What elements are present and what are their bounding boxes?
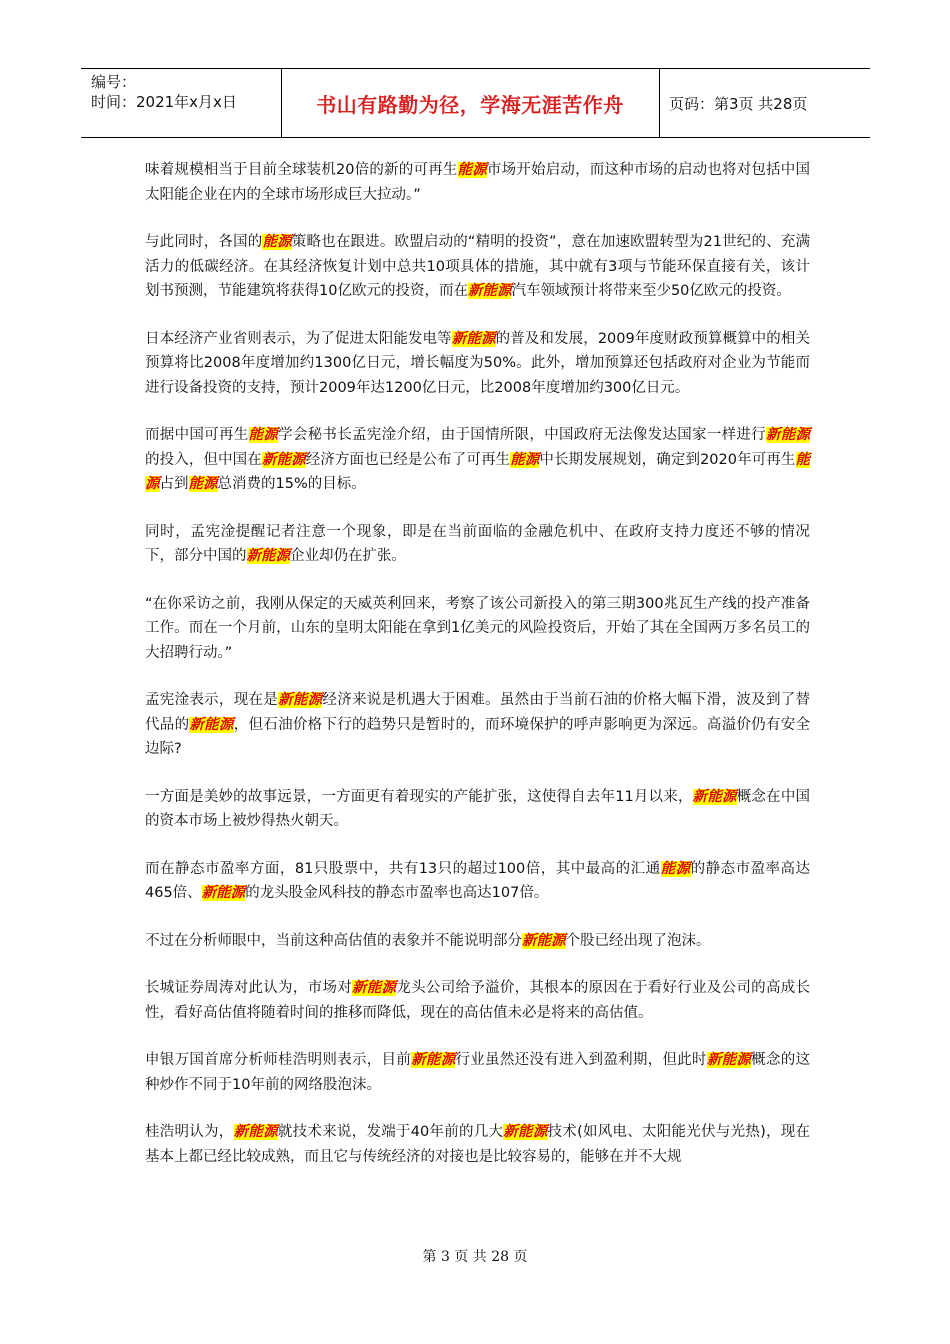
keyword-highlight: 能源: [457, 162, 487, 178]
body-paragraph: [145, 520, 810, 569]
paragraph-text: 经济方面也已经是公布了可再生: [305, 451, 511, 468]
paragraph-text: 就技术来说，发端于40年前的几大: [277, 1124, 504, 1140]
paragraph-text: 桂浩明认为，: [145, 1124, 234, 1140]
paragraph-text: 与此同时，各国的: [145, 234, 263, 250]
document-date-label: 时间：2021年x月x日: [91, 93, 237, 111]
keyword-highlight: 新能源: [233, 1124, 278, 1140]
paragraph-text: 同时，孟宪淦提醒记者注意一个现象，即是在当前面临的金融危机中、在政府支持力度还不够的情况下，部分中国的: [145, 523, 810, 564]
body-paragraph: [145, 929, 810, 954]
paragraph-text: 个股已经出现了泡沫。: [565, 932, 711, 949]
paragraph-text: 长城证券周涛对此认为，市场对: [145, 980, 352, 996]
paragraph-text: 龙头公司给予溢价，其根本的原因在于看好行业及公司的高成长性，看好高估值将随着时间的推移而降低，现在的高估值未必是将来的高估值。: [145, 980, 811, 1021]
paragraph-text: 不过在分析师眼中，当前这种高估值的表象并不能说明部分: [145, 932, 522, 949]
keyword-highlight: 新能源: [411, 1052, 456, 1068]
paragraph-text: 而据中国可再生: [145, 427, 249, 443]
header-info-cell: [81, 69, 282, 137]
keyword-highlight: 新能源: [246, 548, 290, 564]
paragraph-text: 的龙头股金风科技的静态市盈率也高达107倍。: [245, 885, 549, 901]
paragraph-text: 策略也在跟进。欧盟启动的“精明的投资”，意在加速欧盟转型为21世纪的、充满活力的低碳经济。在其经济恢复计划中总共10项具体的措施，其中就有3项与节能环保直接有关，该计划书预测，节能建筑将获得10亿欧元的投资，而在: [145, 234, 811, 299]
keyword-highlight: 能源: [660, 860, 691, 877]
body-paragraph: [145, 592, 810, 666]
keyword-highlight: 能源: [248, 427, 279, 443]
paragraph-text: 味着规模相当于目前全球装机20倍的新的可再生: [145, 162, 458, 178]
paragraph-text: 的普及和发展，2009年度财政预算概算中的相关预算将比2008年度增加约1300亿日元，增长幅度为50%。此外，增加预算还包括政府对企业为节能而进行设备投资的支持，预计2009年达1200亿日元，比2008年度增加约300亿日元。: [145, 330, 811, 396]
body-paragraph: [145, 688, 810, 762]
header-motto: 书山有路勤为径，学海无涯苦作舟: [316, 93, 624, 117]
body-paragraph: [145, 158, 810, 207]
keyword-highlight: 能源: [262, 234, 292, 250]
page-footer: 第 3 页 共 28 页: [422, 1249, 528, 1265]
keyword-highlight: 新能源: [522, 932, 566, 949]
paragraph-text: 汽车领域预计将带来至少50亿欧元的投资。: [511, 283, 791, 299]
header-motto-cell: [281, 69, 660, 137]
paragraph-text: 经济来说是机遇大于困难。虽然由于当前石油的价格大幅下滑，波及到了替代品的: [145, 692, 811, 733]
body-paragraph: [145, 423, 810, 497]
body-paragraph: [145, 976, 810, 1025]
keyword-highlight: 新能源: [765, 427, 811, 443]
page-header: [81, 68, 870, 138]
paragraph-text: 概念的这种炒作不同于10年前的网络股泡沫。: [145, 1052, 811, 1093]
body-paragraph: [145, 327, 810, 401]
keyword-highlight: 能源: [145, 451, 811, 492]
body-paragraph: [145, 1048, 810, 1097]
keyword-highlight: 能源: [510, 451, 540, 468]
keyword-highlight: 新能源: [261, 451, 306, 468]
keyword-highlight: 新能源: [201, 885, 246, 901]
header-page-cell: [659, 69, 870, 137]
paragraph-text: 的静态市盈率高达465倍、: [145, 860, 811, 901]
document-body: [145, 158, 810, 1192]
keyword-highlight: 新能源: [351, 980, 397, 996]
keyword-highlight: 能源: [188, 476, 218, 492]
paragraph-text: ，但石油价格下行的趋势只是暂时的，而环境保护的呼声影响更为深远。高溢价仍有安全边际?: [145, 716, 811, 757]
paragraph-text: 技术(如风电、太阳能光伏与光热)，现在基本上都已经比较成熟，而且它与传统经济的对接也是比较容易的，能够在并不大规: [145, 1124, 811, 1165]
body-paragraph: [145, 857, 810, 906]
paragraph-text: 日本经济产业省则表示，为了促进太阳能发电等: [145, 330, 452, 347]
paragraph-text: 占到: [159, 476, 189, 492]
paragraph-text: 企业却仍在扩张。: [290, 548, 406, 564]
body-paragraph: [145, 230, 810, 304]
document-number-label: 编号：: [91, 73, 137, 91]
keyword-highlight: 新能源: [451, 330, 496, 347]
paragraph-text: 孟宪淦表示，现在是: [145, 692, 279, 708]
header-page-code: 页码：第3页 共28页: [669, 95, 808, 113]
paragraph-text: “在你采访之前，我刚从保定的天威英利回来，考察了该公司新投入的第三期300兆瓦生产线的投产准备工作。而在一个月前，山东的皇明太阳能在拿到1亿美元的风险投资后，开始了其在全国两万多名员工的大招聘行动。”: [145, 595, 810, 661]
keyword-highlight: 新能源: [706, 1052, 752, 1068]
paragraph-text: 行业虽然还没有进入到盈利期，但此时: [455, 1052, 707, 1068]
paragraph-text: 市场开始启动，而这种市场的启动也将对包括中国太阳能企业在内的全球市场形成巨大拉动。”: [145, 162, 810, 203]
keyword-highlight: 新能源: [692, 788, 737, 805]
keyword-highlight: 新能源: [278, 692, 323, 708]
body-paragraph: [145, 1120, 810, 1169]
keyword-highlight: 新能源: [189, 716, 234, 733]
paragraph-text: 总消费的15%的目标。: [217, 476, 366, 492]
paragraph-text: 申银万国首席分析师桂浩明则表示，目前: [145, 1052, 412, 1068]
paragraph-text: 学会秘书长孟宪淦介绍，由于国情所限，中国政府无法像发达国家一样进行: [278, 427, 766, 443]
paragraph-text: 中长期发展规划，确定到2020年可再生: [539, 451, 796, 468]
body-paragraph: [145, 785, 810, 834]
paragraph-text: 一方面是美妙的故事远景，一方面更有着现实的产能扩张，这使得自去年11月以来，: [145, 788, 693, 805]
paragraph-text: 的投入，但中国在: [145, 451, 262, 468]
paragraph-text: 概念在中国的资本市场上被炒得热火朝天。: [145, 788, 811, 829]
paragraph-text: 而在静态市盈率方面，81只股票中，共有13只的超过100倍，其中最高的汇通: [145, 860, 661, 877]
keyword-highlight: 新能源: [467, 283, 512, 299]
keyword-highlight: 新能源: [503, 1124, 548, 1140]
